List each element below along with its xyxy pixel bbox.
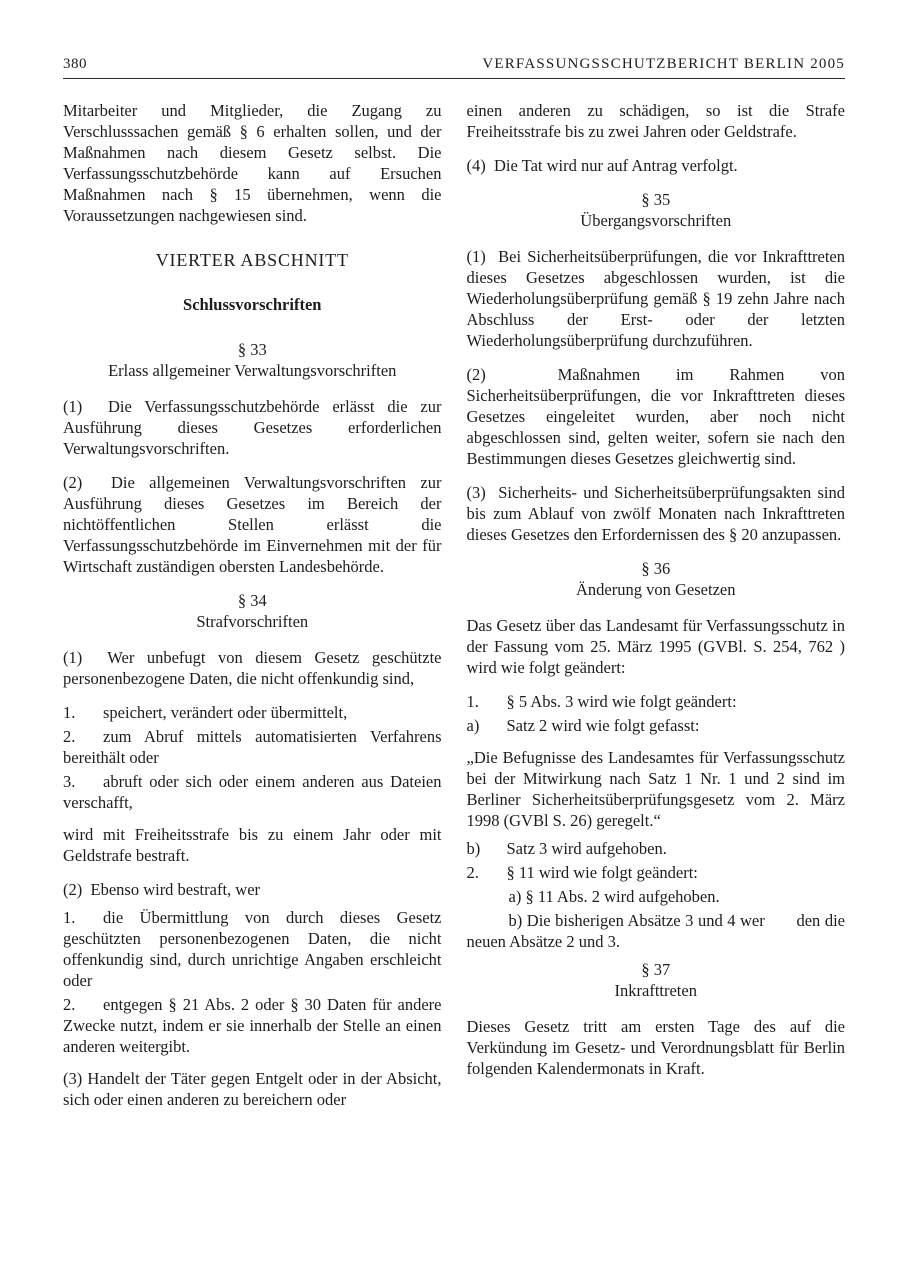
page-header (63, 56, 845, 79)
section-number-line: § 37 (641, 960, 671, 979)
page-body (63, 100, 845, 1123)
list-item (63, 702, 442, 723)
paragraph: (3) Handelt der Täter gegen Entgelt oder in der Absicht, sich oder einen anderen zu bereichern oder (63, 1069, 442, 1109)
chapter-heading: VIERTER ABSCHNITT (155, 250, 349, 270)
list-item-label: 2. (466, 863, 479, 882)
law-section-heading (467, 959, 846, 1001)
list-item-text: die Übermittlung von durch dieses Gesetz geschützten personenbezogenen Daten, die nicht offenkundig sind, durch unrichtige Angaben erschleicht oder (63, 908, 442, 990)
paragraph: Dieses Gesetz tritt am ersten Tage des auf die Verkündung im Gesetz- und Verordnungsblatt für Berlin folgenden Kalendermonats in Kraft. (466, 1017, 845, 1078)
section-number-line: § 35 (641, 190, 671, 209)
paragraph: (2) Die allgemeinen Verwaltungsvorschriften zur Ausführung dieses Gesetzes im Bereich der nichtöffentlichen Stellen erlässt die Verfassungsschutzbehörde im Einvernehmen mit der für Wirtschaft zuständigen obersten Landesbehörde. (63, 473, 442, 576)
list-item (63, 994, 442, 1057)
list-item (467, 862, 846, 883)
section-title-line: Erlass allgemeiner Verwaltungsvorschriften (108, 361, 397, 380)
list-item-label: b) (466, 839, 481, 858)
list-item-label: 1. (63, 703, 76, 722)
list-item-label: 2. (63, 995, 76, 1014)
section-title-line: Änderung von Gesetzen (576, 580, 736, 599)
list-item-text: abruft oder sich oder einem anderen aus Dateien verschafft, (63, 772, 442, 812)
list-item-label: 1. (63, 908, 76, 927)
law-section-heading (467, 189, 846, 231)
paragraph: (3) Sicherheits- und Sicherheitsüberprüfungsakten sind bis zum Ablauf von zwölf Monaten nach Inkrafttreten dieses Gesetzes den Erfordernissen des § 20 anzupassen. (466, 483, 845, 544)
paragraph: wird mit Freiheitsstrafe bis zu einem Jahr oder mit Geldstrafe bestraft. (63, 825, 442, 865)
list-item (467, 838, 846, 859)
paragraph: Mitarbeiter und Mitglieder, die Zugang zu Verschlusssachen gemäß § 6 erhalten sollen, und der Maßnahmen nach diesem Gesetz selbst. Die Verfassungsschutzbehörde kann auf Ersuchen Maßnahmen nach § 15 übernehmen, wenn die Voraussetzungen nachgewiesen sind. (63, 101, 442, 225)
header-title: VERFASSUNGSSCHUTZBERICHT BERLIN 2005 (482, 56, 845, 72)
paragraph: (2) Maßnahmen im Rahmen von Sicherheitsüberprüfungen, die vor Inkrafttreten dieses Gesetzes eingeleitet wurden, aber noch nicht abgeschlossen sind, gelten weiter, sofern sie nach den Bestimmungen dieses Gesetzes gleichwertig sind. (466, 365, 845, 468)
list-item-text: entgegen § 21 Abs. 2 oder § 30 Daten für andere Zwecke nutzt, indem er sie innerhalb der Stelle an einen anderen weitergibt. (63, 995, 442, 1056)
list-item (63, 726, 442, 768)
law-section-heading (63, 590, 442, 632)
section-number-line: § 33 (237, 340, 267, 359)
list-item (63, 907, 442, 991)
list-item (467, 715, 846, 736)
paragraph: (1) Wer unbefugt von diesem Gesetz geschützte personenbezogene Daten, die nicht offenkundig sind, (63, 648, 442, 688)
list-item-label: 3. (63, 772, 76, 791)
chapter-subheading: Schlussvorschriften (183, 295, 322, 314)
list-item-text: Satz 3 wird aufgehoben. (506, 839, 667, 858)
list-item-label: 2. (63, 727, 76, 746)
paragraph: Das Gesetz über das Landesamt für Verfassungsschutz in der Fassung vom 25. März 1995 (GVBl. S. 254, 762 ) wird wie folgt geändert: (466, 616, 845, 677)
paragraph: einen anderen zu schädigen, so ist die Strafe Freiheitsstrafe bis zu zwei Jahren oder Geldstrafe. (466, 101, 845, 141)
paragraph: (1) Bei Sicherheitsüberprüfungen, die vor Inkrafttreten dieses Gesetzes abgeschlossen wurden, ist die Wiederholungsüberprüfung gemäß § 19 zehn Jahre nach Abschluss der Erst- oder der letzten Wiederholungsüberprüfung durchzuführen. (466, 247, 845, 350)
section-number-line: § 34 (237, 591, 267, 610)
page-number: 380 (63, 56, 87, 72)
law-section-heading (467, 558, 846, 600)
section-number-line: § 36 (641, 559, 671, 578)
paragraph: „Die Befugnisse des Landesamtes für Verfassungsschutz bei der Mitwirkung nach Satz 1 Nr. 1 und 2 sind im Berliner Sicherheitsüberprüfungsgesetz vom 2. März 1998 (GVBl S. 26) geregelt.“ (466, 748, 845, 830)
list-item-text: zum Abruf mittels automatisierten Verfahrens bereithält oder (63, 727, 442, 767)
list-item-text: Satz 2 wird wie folgt gefasst: (506, 716, 700, 735)
paragraph: (4) Die Tat wird nur auf Antrag verfolgt. (466, 156, 738, 175)
list-item (467, 691, 846, 712)
section-title-line: Strafvorschriften (196, 612, 309, 631)
list-item-label: a) (466, 716, 480, 735)
list-item-text: speichert, verändert oder übermittelt, (103, 703, 348, 722)
law-section-heading (63, 339, 442, 381)
list-item (63, 771, 442, 813)
paragraph: (1) Die Verfassungsschutzbehörde erlässt die zur Ausführung dieses Gesetzes erforderlichen Verwaltungsvorschriften. (63, 397, 442, 458)
list-item-text: § 5 Abs. 3 wird wie folgt geändert: (506, 692, 737, 711)
paragraph: b) Die bisherigen Absätze 3 und 4 wer den die neuen Absätze 2 und 3. (466, 911, 845, 951)
list-item-label: 1. (466, 692, 479, 711)
paragraph: (2) Ebenso wird bestraft, wer (63, 880, 261, 899)
section-title-line: Übergangsvorschriften (580, 211, 732, 230)
paragraph: a) § 11 Abs. 2 wird aufgehoben. (508, 887, 720, 906)
list-item-text: § 11 wird wie folgt geändert: (506, 863, 698, 882)
column-right (467, 100, 846, 1123)
column-left (63, 100, 442, 1123)
section-title-line: Inkrafttreten (614, 981, 697, 1000)
